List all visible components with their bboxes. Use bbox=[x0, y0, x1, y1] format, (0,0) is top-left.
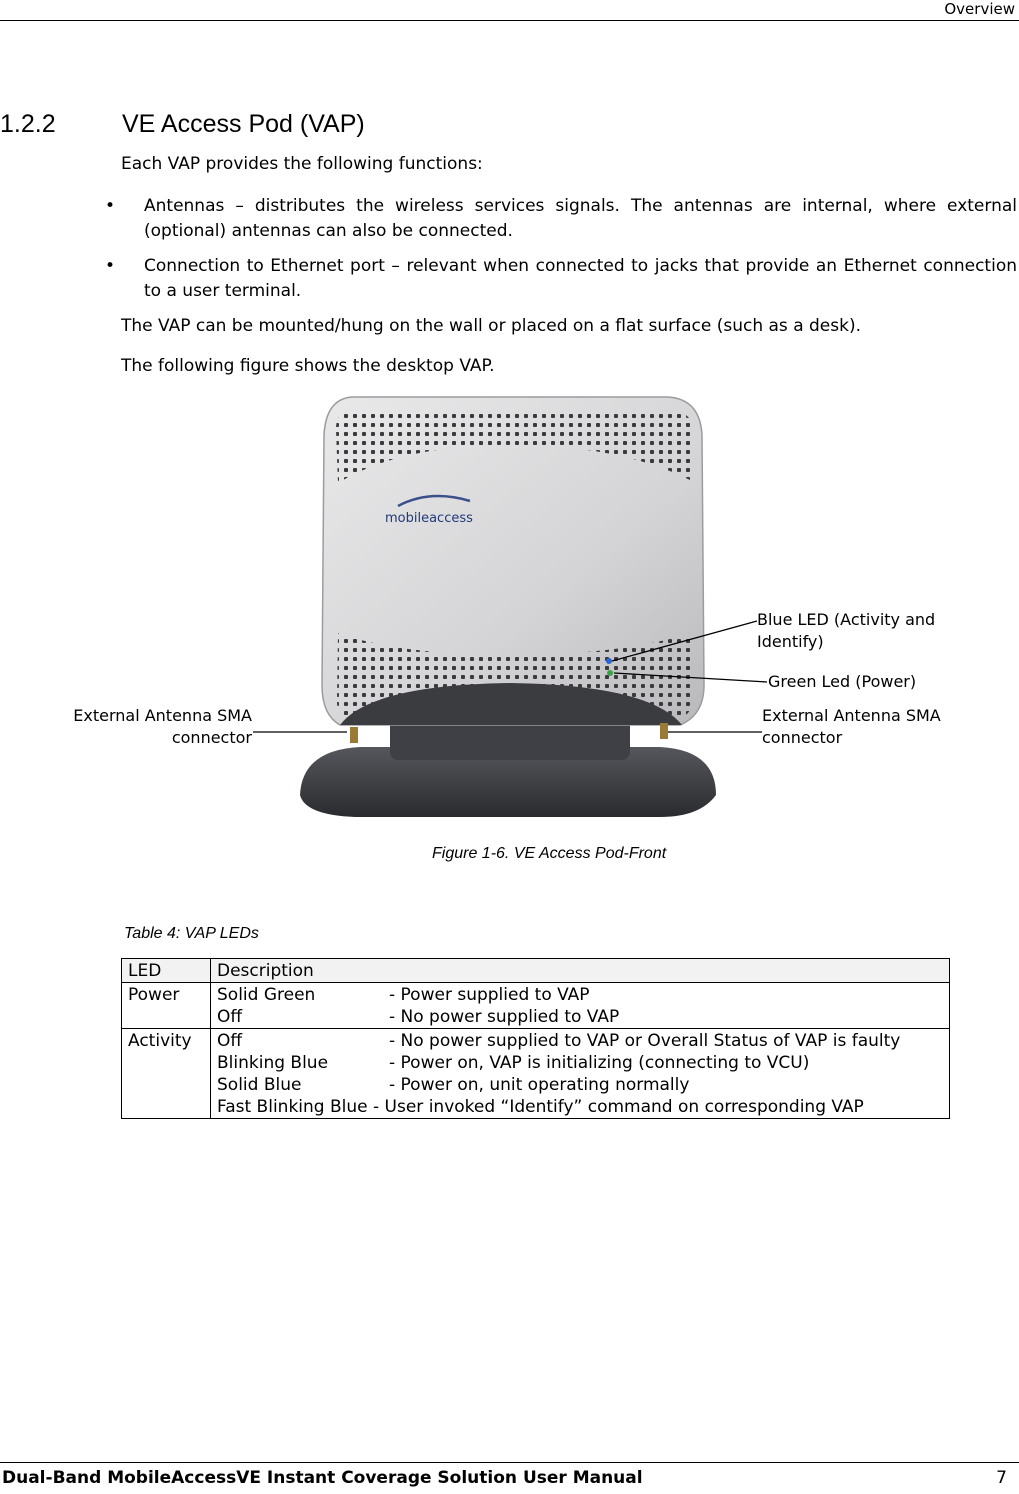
led-description bbox=[211, 983, 950, 1029]
figure-caption: Figure 1-6. VE Access Pod-Front bbox=[432, 845, 667, 862]
state-desc: - No power supplied to VAP or Overall Status of VAP is faulty bbox=[389, 1031, 901, 1051]
bullet-text: Connection to Ethernet port – relevant when connected to jacks that provide an Ethernet connection to a user terminal. bbox=[144, 256, 1017, 301]
state-line bbox=[217, 984, 943, 1006]
header-led: LED bbox=[122, 959, 211, 983]
blue-led bbox=[606, 658, 612, 664]
state-line bbox=[217, 1052, 943, 1074]
state-line bbox=[217, 1074, 943, 1096]
bullet-item bbox=[105, 254, 1017, 304]
table-row bbox=[122, 1029, 950, 1119]
section-number: 1.2.2 bbox=[0, 110, 56, 138]
state-name: Off bbox=[217, 1031, 243, 1051]
left-antenna-callout: External Antenna SMA connector bbox=[73, 706, 252, 747]
bullet-symbol: • bbox=[105, 256, 116, 276]
table-title: Table 4: VAP LEDs bbox=[124, 925, 259, 942]
green-led-callout: Green Led (Power) bbox=[768, 672, 917, 691]
led-description bbox=[211, 1029, 950, 1119]
state-name: Solid Blue bbox=[217, 1075, 302, 1095]
vap-figure bbox=[0, 385, 1019, 825]
state-line bbox=[217, 1030, 943, 1052]
table-row bbox=[122, 983, 950, 1029]
state-desc: - Power on, unit operating normally bbox=[389, 1075, 690, 1095]
sma-connector-right bbox=[660, 723, 668, 739]
page-number: 7 bbox=[996, 1468, 1007, 1488]
state-line-full: Fast Blinking Blue - User invoked “Identify” command on corresponding VAP bbox=[217, 1097, 864, 1117]
green-led bbox=[607, 670, 613, 676]
header-divider bbox=[0, 20, 1019, 21]
figure-intro-paragraph: The following figure shows the desktop VAP. bbox=[121, 356, 495, 376]
led-name: Power bbox=[122, 983, 211, 1029]
running-header: Overview bbox=[944, 0, 1015, 18]
section-title: VE Access Pod (VAP) bbox=[122, 110, 365, 138]
footer-divider bbox=[0, 1462, 1019, 1463]
state-desc: - No power supplied to VAP bbox=[389, 1007, 620, 1027]
bullet-item bbox=[105, 194, 1017, 244]
state-desc: - Power supplied to VAP bbox=[389, 985, 590, 1005]
bullet-text: Antennas – distributes the wireless services signals. The antennas are internal, where external (optional) antennas can also be connected. bbox=[144, 196, 1017, 241]
state-line bbox=[217, 1006, 943, 1028]
sma-connector-left bbox=[350, 727, 358, 743]
vap-device-illustration bbox=[0, 385, 1019, 825]
state-name: Solid Green bbox=[217, 985, 316, 1005]
state-name: Blinking Blue bbox=[217, 1053, 329, 1073]
state-name: Off bbox=[217, 1007, 243, 1027]
table-header-row bbox=[122, 959, 950, 983]
header-description: Description bbox=[211, 959, 950, 983]
right-antenna-callout: External Antenna SMA connector bbox=[762, 706, 941, 747]
state-desc: - Power on, VAP is initializing (connecting to VCU) bbox=[389, 1053, 810, 1073]
vap-leds-table bbox=[121, 958, 950, 1119]
blue-led-callout: Blue LED (Activity and Identify) bbox=[757, 610, 936, 651]
mounting-paragraph: The VAP can be mounted/hung on the wall or placed on a flat surface (such as a desk). bbox=[121, 316, 861, 336]
section-heading bbox=[0, 110, 365, 139]
led-name: Activity bbox=[122, 1029, 211, 1119]
bullet-symbol: • bbox=[105, 196, 116, 216]
logo-text: mobileaccess bbox=[385, 511, 473, 526]
footer-manual-title: Dual-Band MobileAccessVE Instant Coverage Solution User Manual bbox=[2, 1468, 643, 1488]
intro-paragraph: Each VAP provides the following functions: bbox=[121, 154, 483, 174]
